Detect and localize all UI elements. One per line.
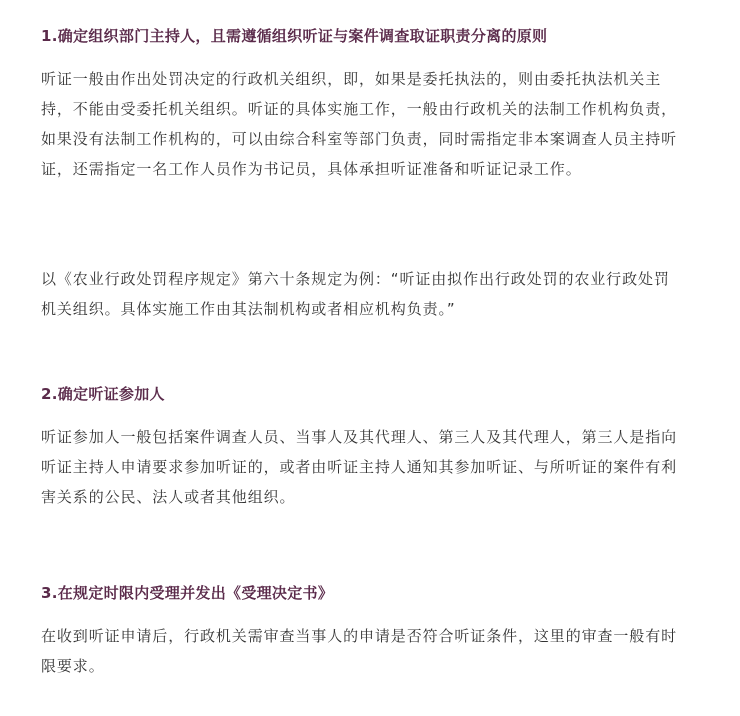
section-3-heading: 3.在规定时限内受理并发出《受理决定书》	[41, 584, 334, 602]
text-line: 限要求。	[41, 657, 105, 675]
text-line: 证，还需指定一名工作人员作为书记员，具体承担听证准备和听证记录工作。	[41, 160, 582, 178]
section-1-heading: 1.确定组织部门主持人，且需遵循组织听证与案件调查取证职责分离的原则	[41, 27, 548, 45]
text-line: 听证主持人申请要求参加听证的，或者由听证主持人通知其参加听证、与所听证的案件有利	[41, 458, 678, 476]
section-1-paragraph-2	[41, 264, 721, 324]
text-line: 持，不能由受委托机关组织。听证的具体实施工作，一般由行政机关的法制工作机构负责，	[41, 100, 678, 118]
text-line: 如果没有法制工作机构的，可以由综合科室等部门负责，同时需指定非本案调查人员主持听	[41, 130, 678, 148]
section-2-paragraph	[41, 422, 721, 512]
text-line: 在收到听证申请后，行政机关需审查当事人的申请是否符合听证条件，这里的审查一般有时	[41, 627, 678, 645]
section-1-paragraph-1	[41, 64, 721, 184]
section-2-heading: 2.确定听证参加人	[41, 385, 165, 403]
section-3-paragraph	[41, 621, 721, 681]
text-line: 听证参加人一般包括案件调查人员、当事人及其代理人、第三人及其代理人，第三人是指向	[41, 428, 678, 446]
text-line: 害关系的公民、法人或者其他组织。	[41, 488, 296, 506]
text-line: 机关组织。具体实施工作由其法制机构或者相应机构负责。”	[41, 300, 456, 318]
text-line: 以《农业行政处罚程序规定》第六十条规定为例：“听证由拟作出行政处罚的农业行政处罚	[41, 270, 670, 288]
text-line: 听证一般由作出处罚决定的行政机关组织，即，如果是委托执法的，则由委托执法机关主	[41, 70, 662, 88]
